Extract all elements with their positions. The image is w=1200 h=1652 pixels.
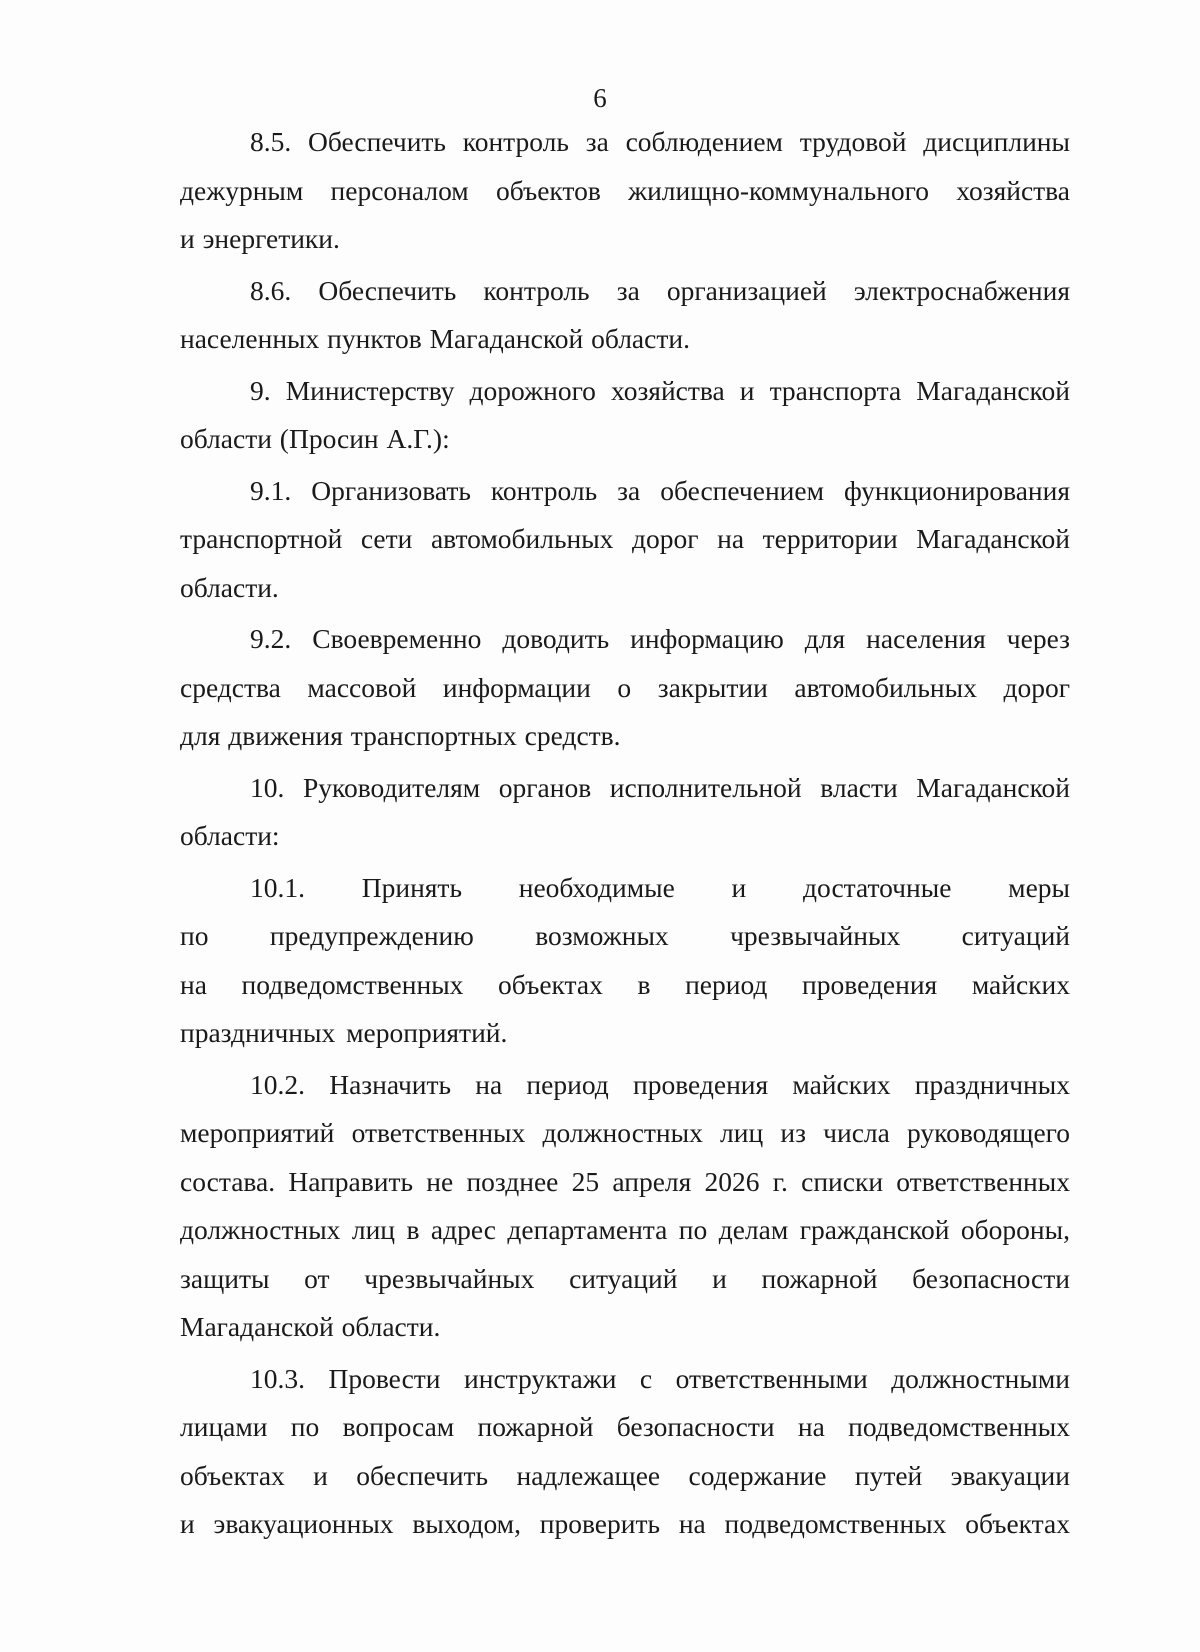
text-line: 10. Руководителям органов исполнительной власти Магаданской [250,771,1070,803]
text-line: средства массовой информации о закрытии автомобильных дорог [180,671,1070,703]
text-line: 10.1. Принять необходимые и достаточные меры [250,871,1070,903]
text-line: 8.6. Обеспечить контроль за организацией электроснабжения [250,274,1070,306]
text-line: области. [180,571,279,603]
text-line: по предупреждению возможных чрезвычайных ситуаций [180,920,1070,951]
text-line: области (Просин А.Г.): [180,423,450,454]
document-body [180,118,1070,1552]
text-line: праздничных мероприятий. [180,1017,508,1048]
paragraph-10-2 [180,1061,1070,1352]
text-line: Магаданской области. [180,1311,441,1342]
text-line: населенных пунктов Магаданской области. [180,323,690,354]
text-line: защиты от чрезвычайных ситуаций и пожарной безопасности [180,1262,1070,1294]
text-line: состава. Направить не позднее 25 апреля 2026 г. списки ответственных [180,1165,1070,1197]
paragraph-10-1 [180,864,1070,1058]
page-number: 6 [593,83,607,113]
paragraph-8-5 [180,118,1070,264]
text-line: для движения транспортных средств. [180,720,621,751]
text-line: должностных лиц в адрес департамента по делам гражданской обороны, [180,1214,1070,1245]
text-line: на подведомственных объектах в период проведения майских [180,968,1070,1000]
text-line: 9.2. Своевременно доводить информацию для населения через [250,623,1070,654]
paragraph-9 [180,367,1070,464]
text-line: 10.3. Провести инструктажи с ответственными должностными [250,1362,1070,1394]
text-line: транспортной сети автомобильных дорог на территории Магаданской [180,523,1070,554]
text-line: и энергетики. [180,223,340,254]
text-line: лицами по вопросам пожарной безопасности на подведомственных [180,1411,1070,1442]
text-line: 9.1. Организовать контроль за обеспечением функционирования [250,474,1070,506]
paragraph-9-2 [180,615,1070,761]
text-line: дежурным персоналом объектов жилищно-коммунального хозяйства [180,174,1070,206]
text-line: мероприятий ответственных должностных лиц из числа руководящего [180,1117,1070,1148]
paragraph-10 [180,764,1070,861]
text-line: области: [180,820,280,851]
text-line: 10.2. Назначить на период проведения майских праздничных [250,1068,1070,1100]
text-line: 9. Министерству дорожного хозяйства и транспорта Магаданской [250,374,1070,406]
text-line: объектах и обеспечить надлежащее содержание путей эвакуации [180,1459,1070,1491]
paragraph-9-1 [180,467,1070,613]
text-line: и эвакуационных выходом, проверить на подведомственных объектах [180,1508,1070,1539]
text-line: 8.5. Обеспечить контроль за соблюдением трудовой дисциплины [250,126,1070,157]
paragraph-8-6 [180,267,1070,364]
paragraph-10-3 [180,1355,1070,1549]
